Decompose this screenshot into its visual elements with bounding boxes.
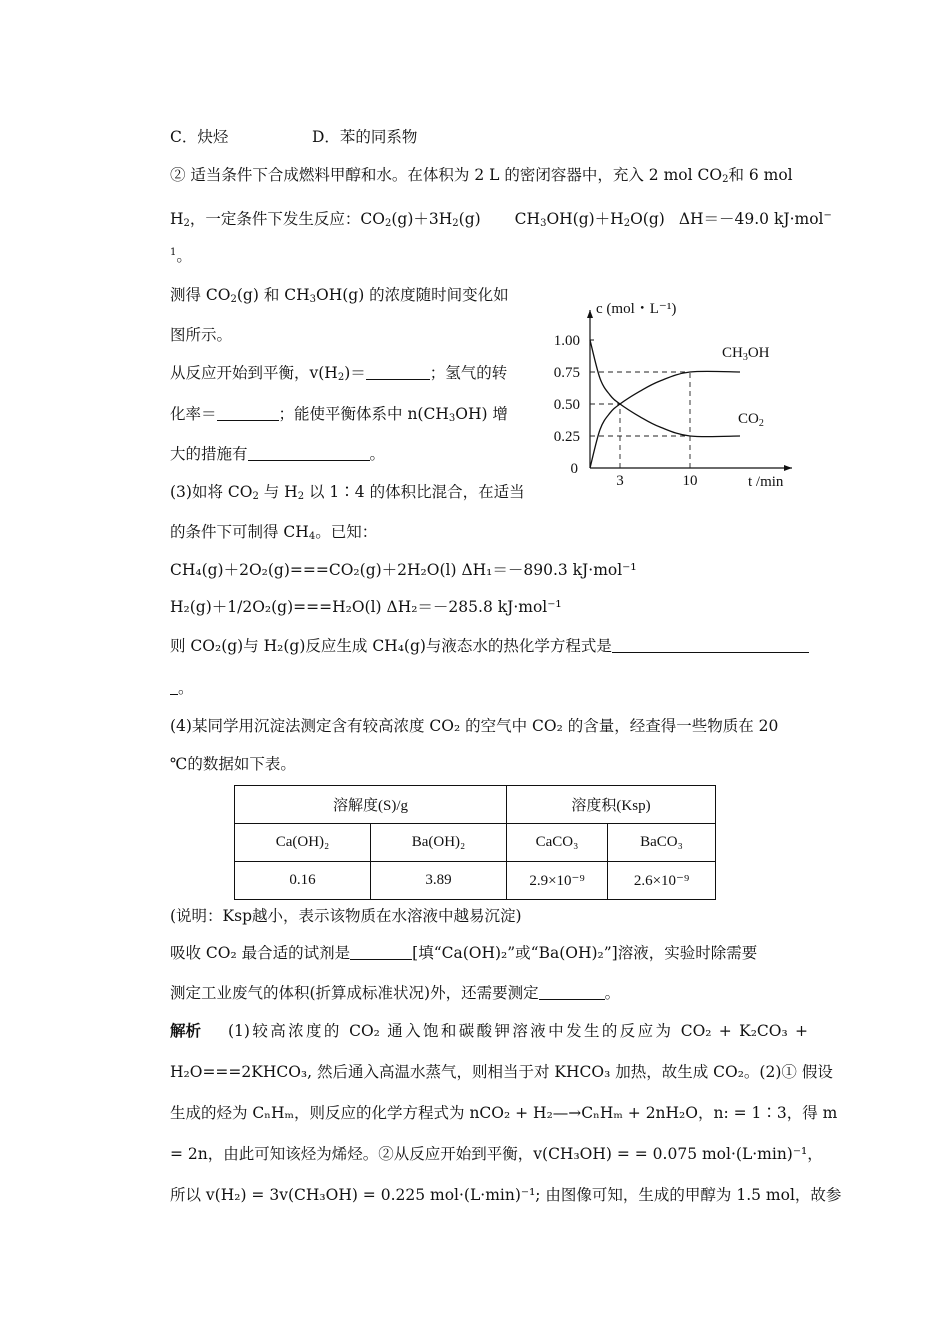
table-header-ksp: 溶度积(Ksp) xyxy=(507,786,716,824)
analysis-label: 解析 xyxy=(170,1021,202,1040)
q2-rate-line: 从反应开始到平衡，$v(H_2)=$ ；氢气的转 xyxy=(170,364,508,383)
q2-line-3: $^1$。 xyxy=(170,247,192,265)
chart-series-labels xyxy=(722,345,770,429)
q2-line-2: $H_2$，一定条件下发生反应：$CO_2(g)+3H_2(g)$ $CH_3OH(g)+H_2O(g)$ ΔH＝－49.0 kJ·mol− xyxy=(170,210,832,229)
y-tick-label: 1.00 xyxy=(553,333,580,349)
q4-question-1: 吸收 CO₂ 最合适的试剂是 [填“Ca(OH)₂”或“Ba(OH)₂”]溶液，实验时除需要 xyxy=(170,944,758,962)
analysis-line-1: (1)较高浓度的 CO₂ 通入饱和碳酸钾溶液中发生的反应为 CO₂ + K₂CO₃ + xyxy=(228,1022,808,1040)
y-axis-arrow xyxy=(587,310,593,318)
option-d: D．苯的同系物 xyxy=(312,128,418,146)
y-tick-label: 0.50 xyxy=(553,397,580,413)
blank-conversion xyxy=(217,405,279,421)
q3-line-2: 的条件下可制得 $CH_4$。已知： xyxy=(170,523,378,542)
q4-line-1: (4)某同学用沉淀法测定含有较高浓度 CO₂ 的空气中 CO₂ 的含量，经查得一些物质在 20 xyxy=(170,717,779,735)
x-axis-arrow xyxy=(784,465,792,471)
blank-rate xyxy=(366,364,430,380)
q2-measure-line: 测得 $CO_2(g)$ 和 $CH_3OH(g)$ 的浓度随时间变化如 xyxy=(170,286,509,305)
q4-question-2: 测定工业废气的体积(折算成标准状况)外，还需要测定 。 xyxy=(170,984,621,1002)
analysis-line-3: 生成的烃为 CₙHₘ，则反应的化学方程式为 nCO₂ + H₂—→CₙHₘ + 2nH₂O，n: = 1∶3，得 m xyxy=(170,1104,838,1122)
data-table xyxy=(234,785,716,900)
blank-thermo-equation xyxy=(612,637,809,653)
series-co2-line xyxy=(590,340,740,437)
q2-measures-line: 大的措施有 。 xyxy=(170,445,386,463)
chart-axes xyxy=(587,310,792,471)
table-header-solubility: 溶解度(S)/g xyxy=(235,786,507,824)
y-tick-label: 0.75 xyxy=(553,365,580,381)
table-col-baoh2: Ba(OH)₂ xyxy=(371,824,507,862)
table-val-baco3: 2.6×10⁻⁹ xyxy=(608,862,716,900)
q3-tail: 。 xyxy=(170,678,194,698)
blank-measures xyxy=(248,445,370,461)
concentration-chart xyxy=(540,296,802,496)
q3-line-1: (3)如将 $CO_2$ 与 $H_2$ 以 1∶4 的体积比混合，在适当 xyxy=(170,483,525,502)
blank-reagent xyxy=(350,944,412,960)
q3-equation-1: CH₄(g)＋2O₂(g)===CO₂(g)＋2H₂O(l) ΔH₁＝－890.3 kJ·mol⁻¹ xyxy=(170,561,637,579)
table-col-caoh2: Ca(OH)₂ xyxy=(235,824,371,862)
q2-figure-line: 图所示。 xyxy=(170,326,233,344)
y-tick-label: 0 xyxy=(570,461,578,477)
series-ch3oh-line xyxy=(590,371,740,468)
table-val-baoh2: 3.89 xyxy=(371,862,507,900)
table-val-caco3: 2.9×10⁻⁹ xyxy=(507,862,608,900)
series-label-co2: $CO_2$ xyxy=(738,411,764,429)
option-c: C．炔烃 xyxy=(170,128,229,146)
x-axis-label: t /min xyxy=(748,474,784,490)
table-col-caco3: CaCO₃ xyxy=(507,824,608,862)
q2-line-1: ② 适当条件下合成燃料甲醇和水。在体积为 2 L 的密闭容器中，充入 2 mol $CO_2$和 6 mol xyxy=(170,166,793,185)
chart-ticks xyxy=(554,333,698,489)
y-tick-label: 0.25 xyxy=(553,429,580,445)
x-tick-label: 3 xyxy=(616,473,624,489)
series-label-ch3oh: $CH_3OH$ xyxy=(722,345,770,363)
y-axis-label: c (mol・L⁻¹) xyxy=(596,301,677,317)
q4-note: (说明：Ksp越小，表示该物质在水溶液中越易沉淀) xyxy=(170,907,522,925)
q2-conversion-line: 化率＝ ；能使平衡体系中 $n(CH_3OH)$ 增 xyxy=(170,405,508,424)
analysis-line-2: H₂O===2KHCO₃, 然后通入高温水蒸气，则相当于对 KHCO₃ 加热，故生成 CO₂。(2)① 假设 xyxy=(170,1063,833,1081)
blank-tail xyxy=(170,679,178,695)
blank-measure xyxy=(539,984,605,1000)
x-tick-label: 10 xyxy=(682,473,698,489)
q3-question: 则 CO₂(g)与 H₂(g)反应生成 CH₄(g)与液态水的热化学方程式是 xyxy=(170,636,809,656)
analysis-line-5: 所以 v(H₂) = 3v(CH₃OH) = 0.225 mol·(L·min)⁻¹; 由图像可知，生成的甲醇为 1.5 mol，故参 xyxy=(170,1186,842,1204)
table-val-caoh2: 0.16 xyxy=(235,862,371,900)
table-col-baco3: BaCO₃ xyxy=(608,824,716,862)
analysis-line-4: = 2n，由此可知该烃为烯烃。②从反应开始到平衡，v(CH₃OH) = = 0.075 mol·(L·min)⁻¹， xyxy=(170,1145,823,1163)
q3-equation-2: H₂(g)＋1/2O₂(g)===H₂O(l) ΔH₂＝－285.8 kJ·mol⁻¹ xyxy=(170,598,562,616)
q4-line-2: ℃的数据如下表。 xyxy=(170,755,296,773)
